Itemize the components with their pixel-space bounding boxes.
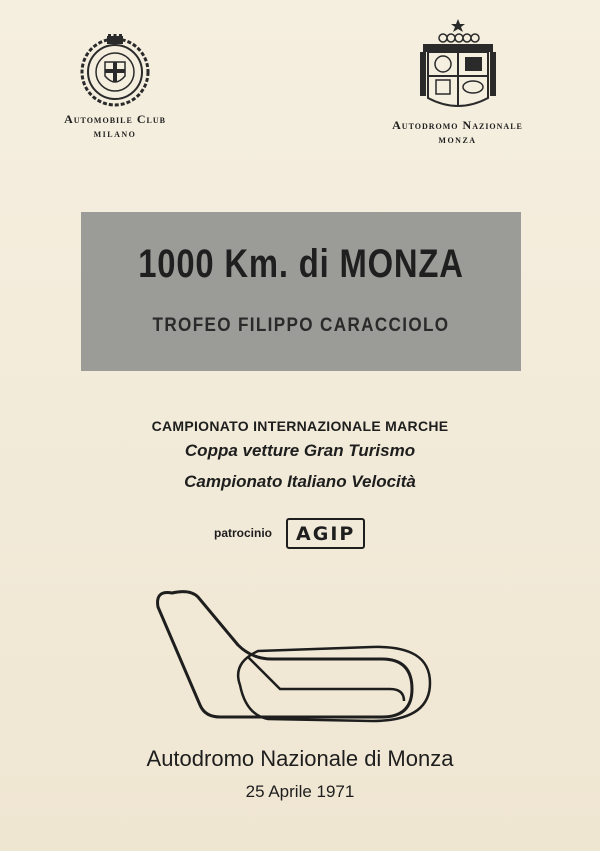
- left-org-name: Automobile Club: [64, 112, 166, 126]
- event-title: 1000 Km. di MONZA: [138, 242, 464, 286]
- autodromo-nazionale-crest-icon: [418, 18, 498, 114]
- left-org-city: MILANO: [93, 130, 137, 139]
- sponsor-block: [214, 518, 365, 548]
- event-date: 25 Aprile 1971: [245, 782, 355, 801]
- monza-circuit-layout-icon: [150, 585, 440, 725]
- cup-line-1: Coppa vetture Gran Turismo: [184, 441, 416, 460]
- automobile-club-milano-crest-icon: [77, 32, 153, 108]
- cup-line-2: Campionato Italiano Velocità: [184, 472, 416, 491]
- title-banner: [81, 212, 521, 371]
- venue-name: Autodromo Nazionale di Monza: [146, 746, 454, 771]
- championship-line: CAMPIONATO INTERNAZIONALE MARCHE: [151, 418, 449, 434]
- right-org-name: Autodromo Nazionale: [392, 118, 523, 132]
- autodromo-block: [350, 18, 565, 145]
- right-org-city: MONZA: [438, 136, 477, 145]
- agip-logo: AGIP: [286, 518, 365, 549]
- sponsor-label: patrocinio: [214, 526, 273, 540]
- automobile-club-block: [20, 32, 210, 139]
- trophy-subtitle: TROFEO FILIPPO CARACCIOLO: [152, 315, 450, 336]
